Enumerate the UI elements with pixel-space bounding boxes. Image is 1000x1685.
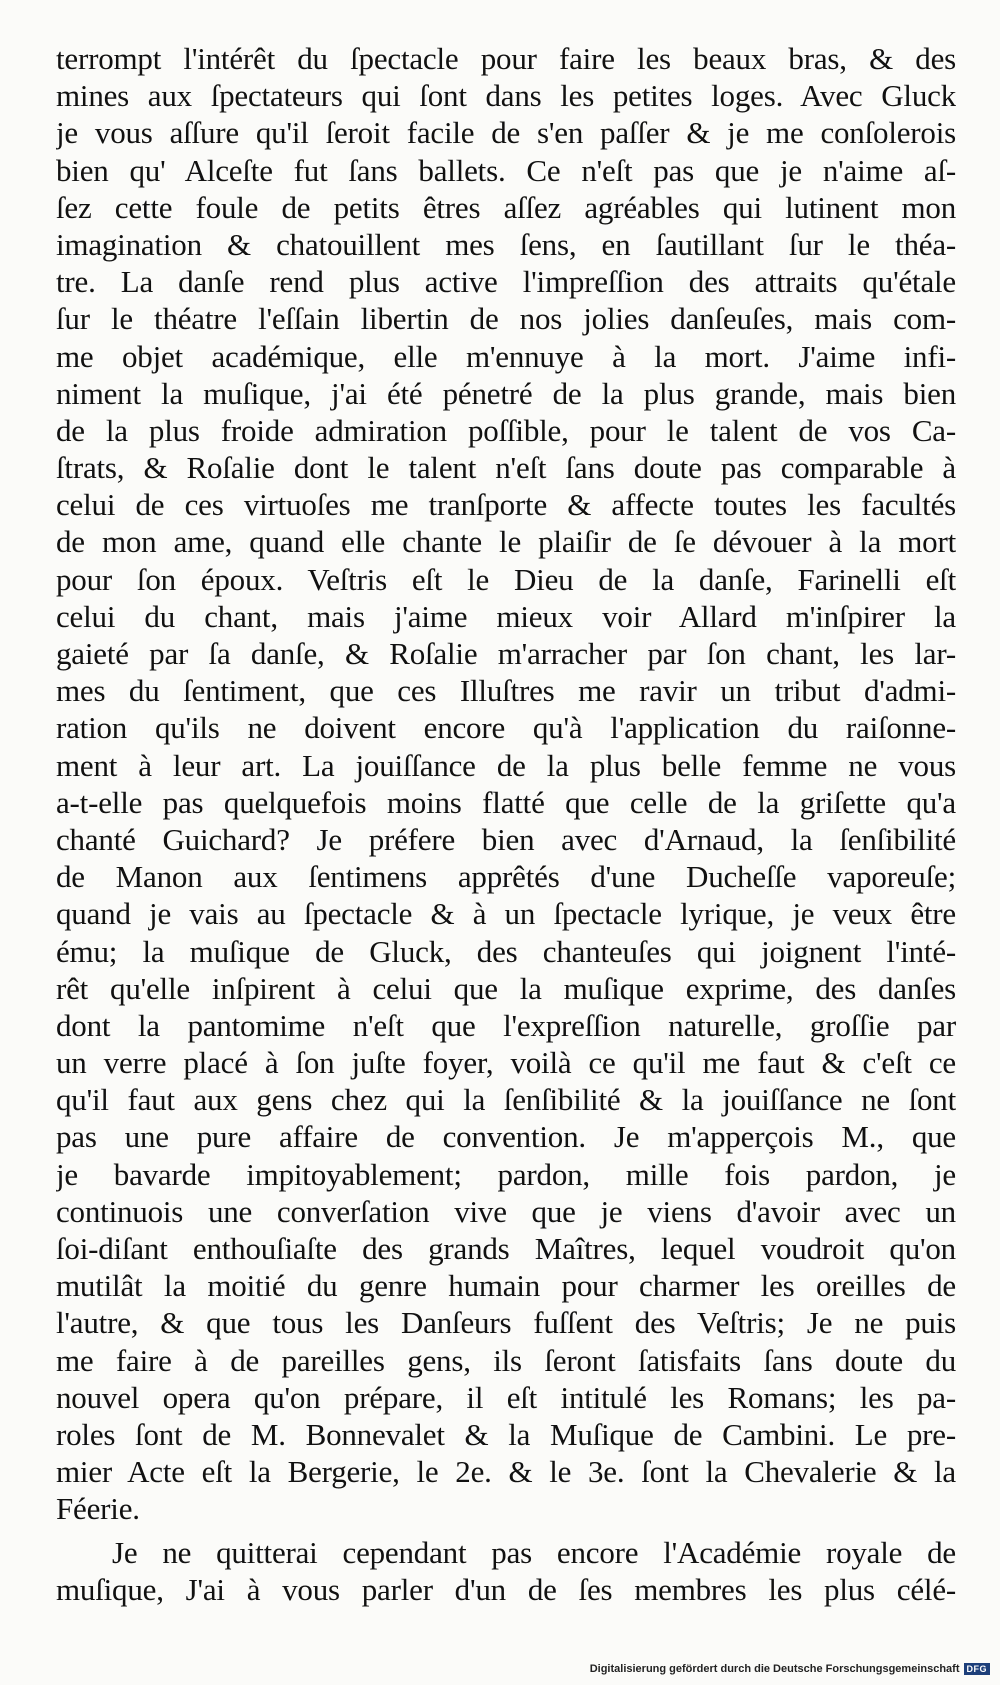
text-line: qu'il faut aux gens chez qui la ſenſibilité & la jouiſſance ne ſont [56,1082,956,1118]
paragraph-start-line: Je ne quitterai cependant pas encore l'Académie royale de [112,1534,956,1570]
text-line: de Manon aux ſentimens apprêtés d'une Ducheſſe vaporeuſe; [56,859,956,895]
text-line: ſtrats, & Roſalie dont le talent n'eſt ſans doute pas comparable à [56,450,956,486]
text-line: me objet académique, elle m'ennuye à la mort. J'aime infi- [56,338,956,374]
text-line: dont la pantomime n'eſt que l'expreſſion naturelle, groſſie par [56,1007,956,1043]
text-line: je vous aſſure qu'il ſeroit facile de s'en paſſer & je me conſolerois [56,115,956,151]
text-line: niment la muſique, j'ai été pénetré de la plus grande, mais bien [56,375,956,411]
text-line: chanté Guichard? Je préfere bien avec d'Arnaud, la ſenſibilité [56,821,956,857]
text-line: ſoi-diſant enthouſiaſte des grands Maîtres, lequel voudroit qu'on [56,1231,956,1266]
text-line: Féerie. [56,1491,140,1527]
text-line: terrompt l'intérêt du ſpectacle pour faire les beaux bras, & des [56,41,956,76]
text-line: a-t-elle pas quelquefois moins flatté que celle de la griſette qu'a [56,784,956,820]
text-line: roles ſont de M. Bonnevalet & la Muſique de Cambini. Le pre- [56,1416,956,1452]
text-line: mes du ſentiment, que ces Illuſtres me ravir un tribut d'admi- [56,673,956,709]
text-line: imagination & chatouillent mes ſens, en ſautillant ſur le théa- [56,226,956,262]
text-line: mutilât la moitié du genre humain pour charmer les oreilles de [56,1268,956,1304]
text-line: mines aux ſpectateurs qui ſont dans les petites loges. Avec Gluck [56,78,956,114]
text-line: l'autre, & que tous les Danſeurs fuſſent des Veſtris; Je ne puis [56,1305,956,1341]
text-line: un verre placé à ſon juſte foyer, voilà ce qu'il me faut & c'eſt ce [56,1045,956,1081]
dfg-logo: DFG [964,1663,991,1675]
text-line: ration qu'ils ne doivent encore qu'à l'application du raiſonne- [56,710,956,746]
text-line: je bavarde impitoyablement; pardon, mille fois pardon, je [56,1156,956,1192]
digitization-credit [590,1663,990,1675]
text-line: bien qu' Alceſte fut ſans ballets. Ce n'eſt pas que je n'aime aſ- [56,152,956,188]
text-line: me faire à de pareilles gens, ils ſeront ſatisfaits ſans doute du [56,1342,956,1378]
body-text [56,40,956,1608]
text-line: continuois une converſation vive que je viens d'avoir avec un [56,1193,956,1229]
text-line: pas une pure affaire de convention. Je m'apperçois M., que [56,1119,956,1155]
text-line: tre. La danſe rend plus active l'impreſſion des attraits qu'étale [56,264,956,300]
text-line: rêt qu'elle inſpirent à celui que la muſique exprime, des danſes [56,970,956,1006]
credit-text: Digitalisierung gefördert durch die Deutsche Forschungsgemeinschaft [589,1663,960,1675]
text-line: gaieté par ſa danſe, & Roſalie m'arracher par ſon chant, les lar- [56,636,956,671]
text-line: celui de ces virtuoſes me tranſporte & affecte toutes les facultés [56,487,956,523]
text-line: de mon ame, quand elle chante le plaiſir de ſe dévouer à la mort [56,524,956,560]
text-line: de la plus froide admiration poſſible, pour le talent de vos Ca- [56,412,956,448]
text-line: muſique, J'ai à vous parler d'un de ſes membres les plus célé- [56,1571,956,1607]
text-line: pour ſon époux. Veſtris eſt le Dieu de la danſe, Farinelli eſt [56,561,956,597]
text-line: quand je vais au ſpectacle & à un ſpectacle lyrique, je veux être [56,896,956,932]
text-line: celui du chant, mais j'aime mieux voir Allard m'inſpirer la [56,598,956,634]
text-line: mier Acte eſt la Bergerie, le 2e. & le 3e. ſont la Chevalerie & la [56,1454,956,1490]
text-line: ému; la muſique de Gluck, des chanteuſes qui joignent l'inté- [56,933,956,969]
text-line: nouvel opera qu'on prépare, il eſt intitulé les Romans; les pa- [56,1379,956,1415]
text-line: ment à leur art. La jouiſſance de la plus belle femme ne vous [56,747,956,783]
text-line: ſur le théatre l'eſſain libertin de nos jolies danſeuſes, mais com- [56,301,956,337]
text-line: ſez cette foule de petits êtres aſſez agréables qui lutinent mon [56,189,956,225]
